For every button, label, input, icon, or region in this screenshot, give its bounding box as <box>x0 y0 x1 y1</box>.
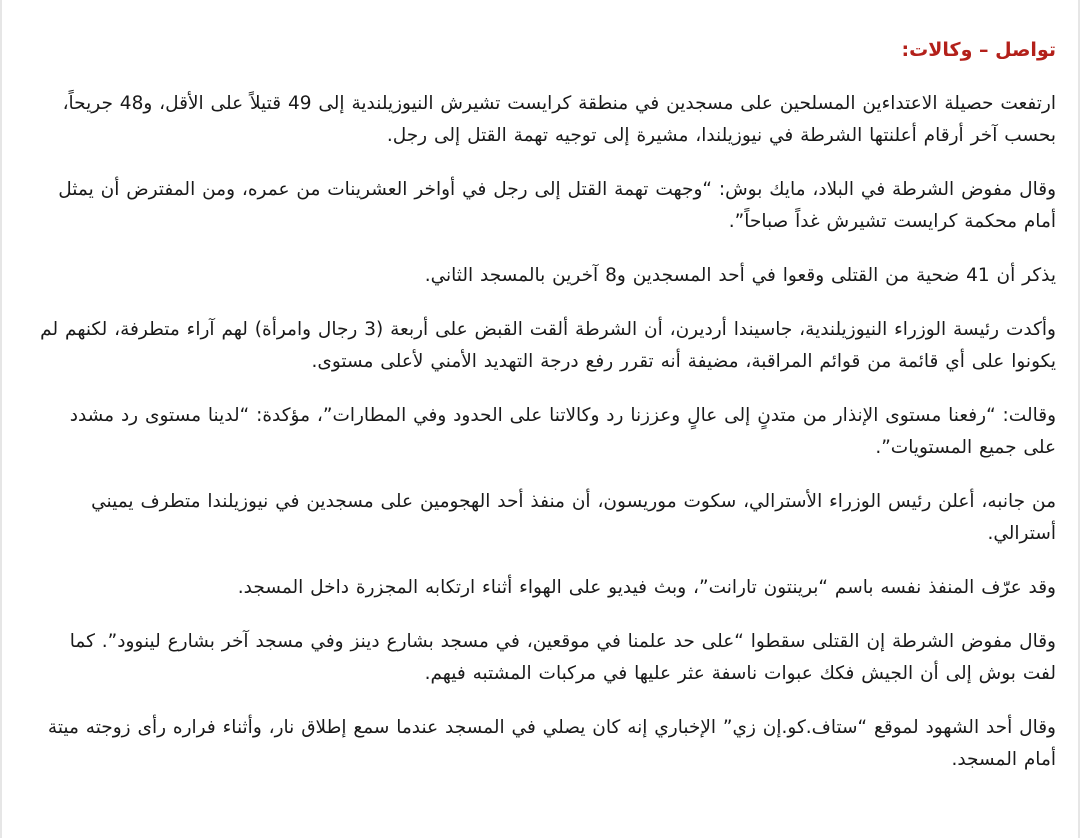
article-paragraph-1: ارتفعت حصيلة الاعتداءين المسلحين على مسجدين في منطقة كرايست تشيرش النيوزيلندية إلى 49 قتيلاً على الأقل، و48 جريحاً، بحسب آخر أرقام أعلنتها الشرطة في نيوزيلندا، مشيرة إلى توجيه تهمة القتل إلى رجل. <box>62 93 1056 146</box>
article-paragraph-9: وقال أحد الشهود لموقع “ستاف.كو.إن زي” الإخباري إنه كان يصلي في المسجد عندما سمع إطلاق نار، وأثناء فراره رأى زوجته ميتة أمام المسجد. <box>47 717 1056 770</box>
article-paragraph-5: وقالت: “رفعنا مستوى الإنذار من متدنٍ إلى عالٍ وعززنا رد وكالاتنا على الحدود وفي المطارات”، مؤكدة: “لدينا مستوى رد مشدد على جميع المستويات”. <box>69 405 1056 458</box>
article-paragraph-6: من جانبه، أعلن رئيس الوزراء الأسترالي، سكوت موريسون، أن منفذ أحد الهجومين على مسجدين في نيوزيلندا متطرف يميني أسترالي. <box>91 491 1056 544</box>
article-paragraph-4: وأكدت رئيسة الوزراء النيوزيلندية، جاسيندا أرديرن، أن الشرطة ألقت القبض على أربعة (3 رجال وامرأة) لهم آراء متطرفة، لكنهم لم يكونوا على أي قائمة من قوائم المراقبة، مضيفة أنه تقرر رفع درجة التهديد الأمني لأعلى مستوى. <box>40 319 1056 372</box>
article-paragraph-7: وقد عرّف المنفذ نفسه باسم “برينتون تارانت”، وبث فيديو على الهواء أثناء ارتكابه المجزرة داخل المسجد. <box>237 577 1056 598</box>
article-source-label: تواصل – وكالات: <box>901 39 1056 61</box>
article-paragraph-3: يذكر أن 41 ضحية من القتلى وقعوا في أحد المسجدين و8 آخرين بالمسجد الثاني. <box>424 265 1056 286</box>
article-paragraph-8: وقال مفوض الشرطة إن القتلى سقطوا “على حد علمنا في موقعين، في مسجد بشارع دينز وفي مسجد آخر بشارع لينوود”. كما لفت بوش إلى أن الجيش فكك عبوات ناسفة عثر عليها في مركبات المشتبه فيهم. <box>69 631 1056 684</box>
news-article <box>40 34 1056 798</box>
article-paragraph-2: وقال مفوض الشرطة في البلاد، مايك بوش: “وجهت تهمة القتل إلى رجل في أواخر العشرينات من عمره، ومن المفترض أن يمثل أمام محكمة كرايست تشيرش غداً صباحاً”. <box>58 179 1056 232</box>
